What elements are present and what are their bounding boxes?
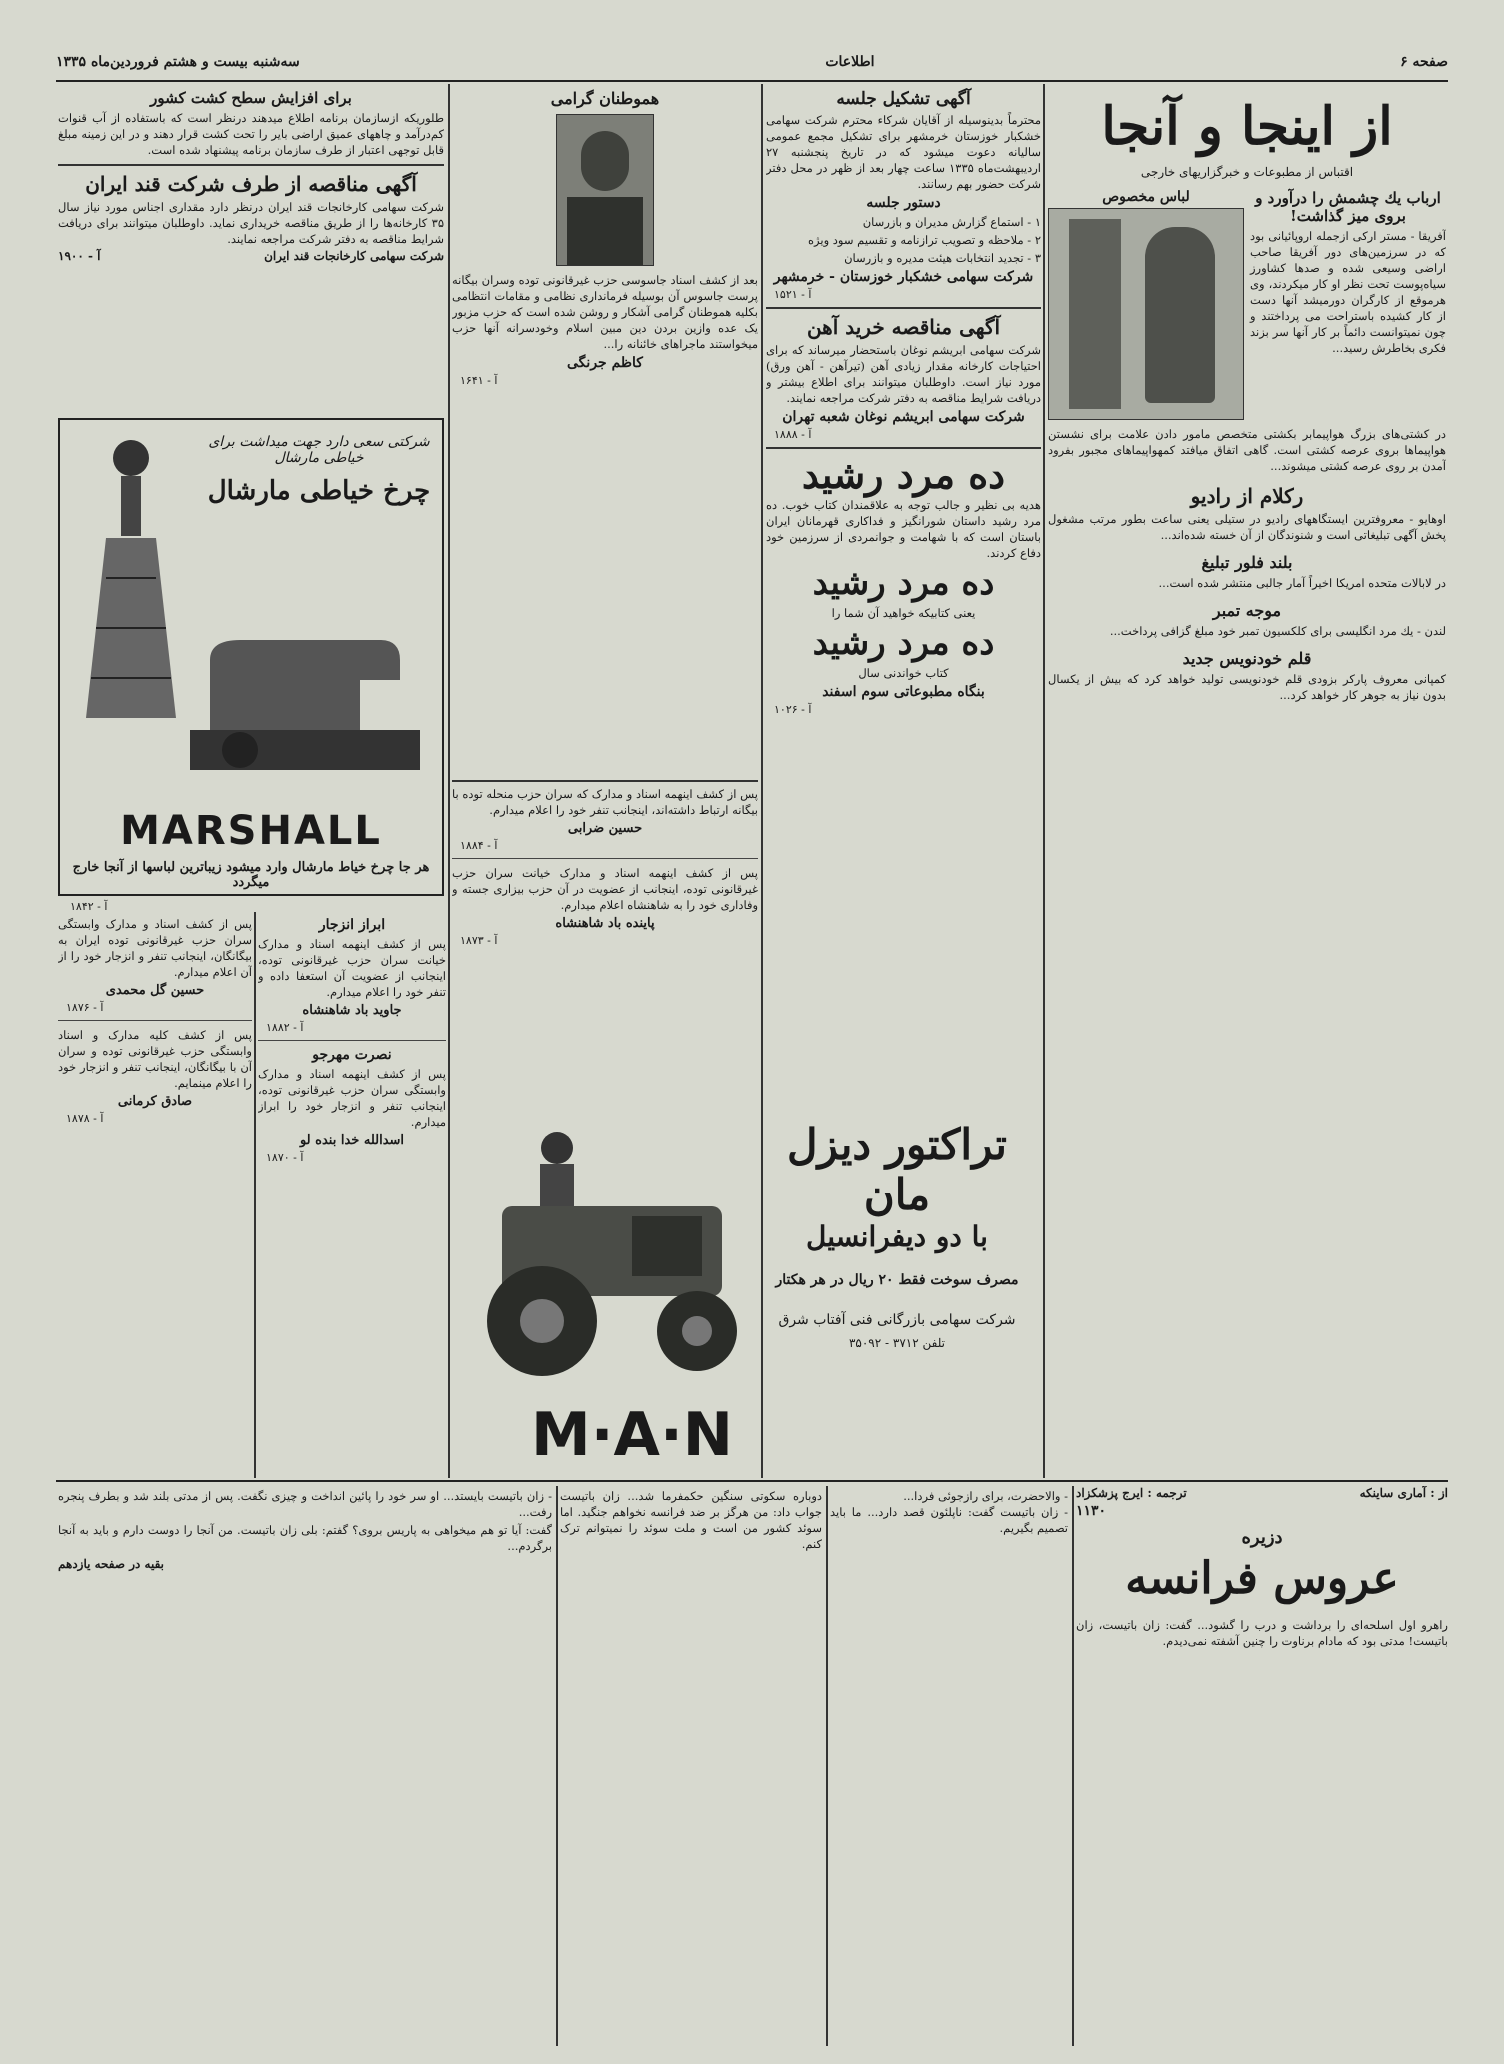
column-divider xyxy=(1072,1486,1074,2046)
sewing-machine-illustration xyxy=(180,610,430,780)
ad-code: آ - ۱۸۸۲ xyxy=(266,1021,304,1034)
declaration-title: نصرت مهرجو xyxy=(312,1047,392,1063)
declaration-body: پس از کشف کلیه مدارک و اسناد وابستگی حزب غیرقانونی توده و سران آن با بیگانگان، اینجانب تنفر و انزجار خود را اعلام مینمایم. xyxy=(58,1028,252,1090)
declaration-signature: حسین ضرابی xyxy=(567,821,643,836)
serial-paragraph: - والاحضرت، برای رازجوئی فردا... - زان باتیست گفت: ناپلئون قصد دارد... ما باید تصمیم بگیریم. xyxy=(830,1489,1068,1535)
news-title: برای افزایش سطح کشت کشور xyxy=(150,89,352,107)
issue-date: سه‌شنبه بیست و هشتم فروردین‌ماه ۱۳۳۵ xyxy=(56,54,300,70)
ad-code: آ - ۱۸۷۶ xyxy=(66,1001,104,1014)
ad-code: آ - ۱۵۲۱ xyxy=(774,288,812,301)
book-ad-line: یعنی کتابیکه خواهید آن شما را xyxy=(831,606,976,620)
serial-title: عروس فرانسه xyxy=(1125,1553,1399,1604)
ad-code: آ - ۱۹۰۰ xyxy=(58,249,101,263)
paper-name: اطلاعات xyxy=(825,54,875,70)
book-ad-title: ده مرد رشید xyxy=(812,563,995,603)
declaration-column xyxy=(58,914,252,1474)
ad-code: آ - ۱۸۴۲ xyxy=(70,900,108,913)
column-divider xyxy=(448,84,450,1478)
agenda-item: ۳ - تجدید انتخابات هیئت مدیره و بازرسان xyxy=(844,251,1041,265)
ad-code: آ - ۱۸۸۴ xyxy=(460,839,498,852)
column-divider xyxy=(826,1486,828,2046)
man-ad-fuel: مصرف سوخت فقط ۲۰ ریال در هر هکتار xyxy=(775,1272,1019,1288)
tender-title: آگهی مناقصه خرید آهن xyxy=(806,315,1001,339)
tender-title: آگهی مناقصه از طرف شرکت قند ایران xyxy=(85,172,417,196)
serial-text-column xyxy=(830,1486,1068,2046)
serial-paragraph: - زان باتیست بایستد... او سر خود را پائین انداخت و چیزی نگفت. پس از مدتی بلند شد و بطرف پنجره رفت... xyxy=(58,1489,552,1519)
man-ad-company: شرکت سهامی بازرگانی فنی آفتاب شرق xyxy=(778,1312,1016,1328)
notice-title: آگهی تشکیل جلسه xyxy=(836,89,971,109)
declaration-body: پس از کشف اینهمه اسناد و مدارک وابستگی سران حزب غیرقانونی توده، اینجانب تنفر و انزجار خود را ابراز میدارم. xyxy=(258,1067,446,1129)
column-from-here-and-there xyxy=(1048,86,1446,1476)
declaration-signature: اسدالله خدا بنده لو xyxy=(299,1133,405,1148)
ad-code: آ - ۱۰۲۶ xyxy=(774,703,812,716)
story-title: رکلام از رادیو xyxy=(1190,484,1304,508)
declaration-signature: جاوید باد شاهنشاه xyxy=(302,1003,402,1018)
declaration-signature: پاینده باد شاهنشاه xyxy=(555,916,655,931)
agenda-item: ۲ - ملاحظه و تصویب ترازنامه و تقسیم سود ویژه xyxy=(808,233,1041,247)
marshall-script: شرکتی سعی دارد جهت میداشت برای خیاطی مارشال xyxy=(208,434,430,466)
serial-number: ۱۱۳۰ xyxy=(1076,1503,1107,1519)
serial-translator: ترجمه : ایرج پزشکزاد xyxy=(1076,1486,1187,1500)
story-body: لندن - یك مرد انگلیسی برای کلکسیون تمبر خود مبلغ گزافی پرداخت... xyxy=(1109,624,1446,638)
declaration-body: پس از کشف اسناد و مدارک وابستگی سران حزب غیرقانونی توده ایران به بیگانگان، اینجانب تنفر و انزجار خود را از آن اعلام میدارم. xyxy=(58,917,252,979)
declaration-signature: حسین گل محمدی xyxy=(105,983,205,998)
book-ad-title: ده مرد رشید xyxy=(812,623,995,663)
ad-code: آ - ۱۸۷۰ xyxy=(266,1151,304,1164)
column-divider xyxy=(1043,84,1045,1478)
serial-paragraph: دوباره سکوتی سنگین حکمفرما شد... زان باتیست جواب داد: من هرگز بر ضد فرانسه نخواهم جنگید. اما سوئد کشور من است و ملت سوئد را نمیتوانم ترک کنم. xyxy=(560,1489,822,1551)
declaration-title: ابراز انزجار xyxy=(318,917,386,933)
story-title: موجه‌ تمبر xyxy=(1212,601,1282,620)
declaration-column xyxy=(258,914,446,1474)
page-number: صفحه ۶ xyxy=(1400,54,1448,70)
ad-code: آ - ۱۸۷۸ xyxy=(66,1112,104,1125)
serial-paragraph: راهرو اول اسلحه‌ای را برداشت و درب را گشود... گفت: زان باتیست، زان باتیست! مدتی بود که مادام برناوت را چنین آشفته نمی‌دیدم. xyxy=(1076,1618,1448,1648)
agenda-title: دستور جلسه xyxy=(866,195,941,211)
declaration-body: پس از کشف اینهمه اسناد و مدارک خیانت سران حزب غیرقانونی توده، اینجانب از عضویت آن استعفا داده و تنفر خود را اعلام میدارم. xyxy=(258,937,446,999)
company-name: شرکت سهامی کارخانجات قند ایران xyxy=(264,249,444,263)
column-masthead: از اینجا و آنجا xyxy=(1101,96,1393,157)
story-body: کمپانی معروف پارکر بزودی قلم خودنویسی تولید خواهد کرد که بیش از یکسال بدون نیاز به جوهر کار خواهد کرد... xyxy=(1048,672,1446,702)
marshall-brand: MARSHALL xyxy=(120,808,382,854)
tender-body: شرکت سهامی ابریشم نوغان باستحضار میرساند که برای احتیاجات کارخانه مقدار زیادی آهن (تیرآهن - آهن ورق) مورد نیاز است. داوطلبان میتوانند برای اطلاع بیشتر و دریافت شرایط مناقصه به دفتر شرکت مراجعه نمایند. xyxy=(766,343,1041,405)
book-ad-title: ده مرد رشید xyxy=(801,452,1006,497)
news-body: طلوریکه ازسازمان برنامه اطلاع میدهند درنظر است که باستفاده از آب قنوات کم‌درآمد و چاههای عمیق اراضی بایر را تحت کشت قرار دهند و در این زمینه مبلغ قابل توجهی اعتبار از طرف سازمان برنامه پیشنهاد شده است. xyxy=(58,111,444,157)
ad-code: آ - ۱۶۴۱ xyxy=(460,374,498,387)
header-bar xyxy=(56,54,1448,80)
serial-continued: بقیه در صفحه یازدهم xyxy=(58,1557,165,1571)
man-logo: M·A·N xyxy=(531,1400,733,1470)
company-name: شرکت سهامی خشکبار خوزستان - خرمشهر xyxy=(773,269,1034,285)
serial-author: از : آماری ساینکه xyxy=(1359,1486,1448,1500)
column-divider xyxy=(556,1486,558,2046)
notice-body: محترماً بدینوسیله از آقایان شرکاء محترم شرکت سهامی خشکبار خوزستان خرمشهر برای تشکیل مجمع عمومی سالیانه دعوت میشود که در تاریخ پنجشنبه ۲۷ اردیبهشت‌ماه ۱۳۳۵ ساعت چهار بعد از ظهر در محل دفتر شرکت حضور بهم رسانند. xyxy=(766,113,1041,191)
serial-text-column xyxy=(58,1486,552,2046)
story-title: ارباب یك چشمش را درآورد و بروی میز گذاشت! xyxy=(1255,189,1441,225)
portrait-photo xyxy=(556,114,654,266)
serial-kicker: دزیره xyxy=(1241,1527,1283,1548)
woman-illustration xyxy=(66,428,196,728)
story-title: قلم خودنویس جدید xyxy=(1182,649,1312,668)
story-title: بلند فلور تبلیغ xyxy=(1201,553,1293,572)
statement-title: هموطنان گرامی xyxy=(550,89,660,108)
declaration-signature: صادق کرمانی xyxy=(117,1094,193,1109)
man-ad-subtitle: با دو دیفرانسیل xyxy=(806,1220,988,1253)
column-divider xyxy=(254,912,256,1478)
marshall-heading: چرخ خیاطی مارشال xyxy=(207,476,431,506)
declaration-body: پس از کشف اینهمه اسناد و مدارک که سران حزب منحله توده با بیگانه ارتباط داشته‌اند، اینجانب تنفر خود را اعلام میدارم. xyxy=(452,787,758,817)
story-body: در لابالات متحده امریکا اخیراً آمار جالبی منتشر شده است... xyxy=(1158,576,1446,590)
book-ad-body: هدیه بی نظیر و جالب توجه به علاقمندان کتاب خوب. ده مرد رشید داستان شورانگیز و فداکاری قهرمانان ایران باستان است که با شهامت و جوانمردی از سرزمین خود دفاع کردند. xyxy=(766,498,1041,560)
tractor-illustration xyxy=(462,1106,762,1386)
company-name: شرکت سهامی ابریشم نوغان شعبه تهران xyxy=(782,409,1025,425)
man-ad-phone: تلفن ۳۷۱۲ - ۳۵۰۹۲ xyxy=(848,1336,946,1350)
ad-code: آ - ۱۸۷۳ xyxy=(460,934,498,947)
man-ad-title: تراکتور دیزل مان xyxy=(787,1120,1007,1219)
column-compatriots xyxy=(452,86,758,776)
serial-heading-column xyxy=(1076,1486,1448,2046)
book-ad-line: کتاب خواندنی سال xyxy=(858,666,949,680)
column-subtitle: اقتباس از مطبوعات و خبرگزاریهای خارجی xyxy=(1140,165,1354,179)
story-body: در کشتی‌های بزرگ هواپیمابر بکشتی متخصص مامور دادن علامت برای نشستن هواپیماها بروی عرصه کشتی است. گاهی اتفاق میافتد کمهواپیماهای مجبور بفرود آمدن بر روی عرصه کشتی میشوند... xyxy=(1048,427,1446,473)
tender-body: شرکت سهامی کارخانجات قند ایران درنظر دارد مقداری اجناس مورد نیاز سال ۳۵ کارخانه‌ها را از طریق مناقصه خریداری نماید. داوطلبان میتوانند برای دریافت شرایط مناقصه به دفتر شرکت مراجعه نمایند. xyxy=(58,200,444,246)
costume-photo xyxy=(1048,208,1244,420)
header-rule xyxy=(56,80,1448,82)
statement-signature: کاظم جرنگی xyxy=(567,355,643,371)
marshall-footer: هر جا چرخ خیاط مارشال وارد میشود زیباترین لباسها از آنجا خارج میگردد xyxy=(72,860,430,890)
serial-paragraph: گفت: آیا تو هم میخواهی به پاریس بروی؟ گفتم: بلی زان باتیست. من آنجا را دوست دارم و باید به آنجا برگردم... xyxy=(58,1523,552,1553)
agenda-item: ۱ - استماع گزارش مدیران و بازرسان xyxy=(862,215,1041,229)
ad-code: آ - ۱۸۸۸ xyxy=(774,428,812,441)
photo-caption: لباس مخصوص xyxy=(1102,189,1190,205)
column-left-notices xyxy=(58,86,444,416)
story-body: آفریقا - مستر ارکی ازجمله اروپائیانی بود که در سرزمین‌های دور آفریقا صاحب اراضی وسیعی شده و صدها کشاورز سیاه‌پوست تحت نظر او کار میکردند، وی هرموقع از کارگران دورمیشد آنها دست از کار کشیده باستراحت می پرداختند و چون نمیتوانست دائماً بر کار آنها سر بزند فکری بخاطرش رسید... xyxy=(1250,229,1446,355)
statement-body: بعد از کشف اسناد جاسوسی حزب غیرقانونی توده وسران بیگانه پرست جاسوس آن بوسیله فرمانداری نظامی و مقامات انتظامی بکلیه هموطنان گرامی آشکار و روشن شده است که حزب مزبور یک عده وازین بردن دین مبین اسلام وخودسرانه آنها حزب میخواستند ماجراهای خائنانه را... xyxy=(452,273,758,351)
publisher-name: بنگاه مطبوعاتی سوم اسفند xyxy=(822,684,985,700)
man-tractor-ad xyxy=(452,1100,1042,1476)
marshall-sewing-machine-ad xyxy=(58,418,444,896)
story-body: اوهایو - معروفترین ایستگاههای رادیو در ستیلی یعنی ساعت بطور مرتب مشغول پخش آگهی تبلیغاتی است و شنوندگان از آن خسته شده‌اند... xyxy=(1048,512,1446,542)
serial-text-column xyxy=(560,1486,822,2046)
section-rule xyxy=(56,1480,1448,1482)
declaration-body: پس از کشف اینهمه اسناد و مدارک خیانت سران حزب غیرقانونی توده، اینجانب از عضویت در آن حزب بیزاری جسته و وفاداری خود را به شاهنشاه اعلام میدارم. xyxy=(452,866,758,912)
